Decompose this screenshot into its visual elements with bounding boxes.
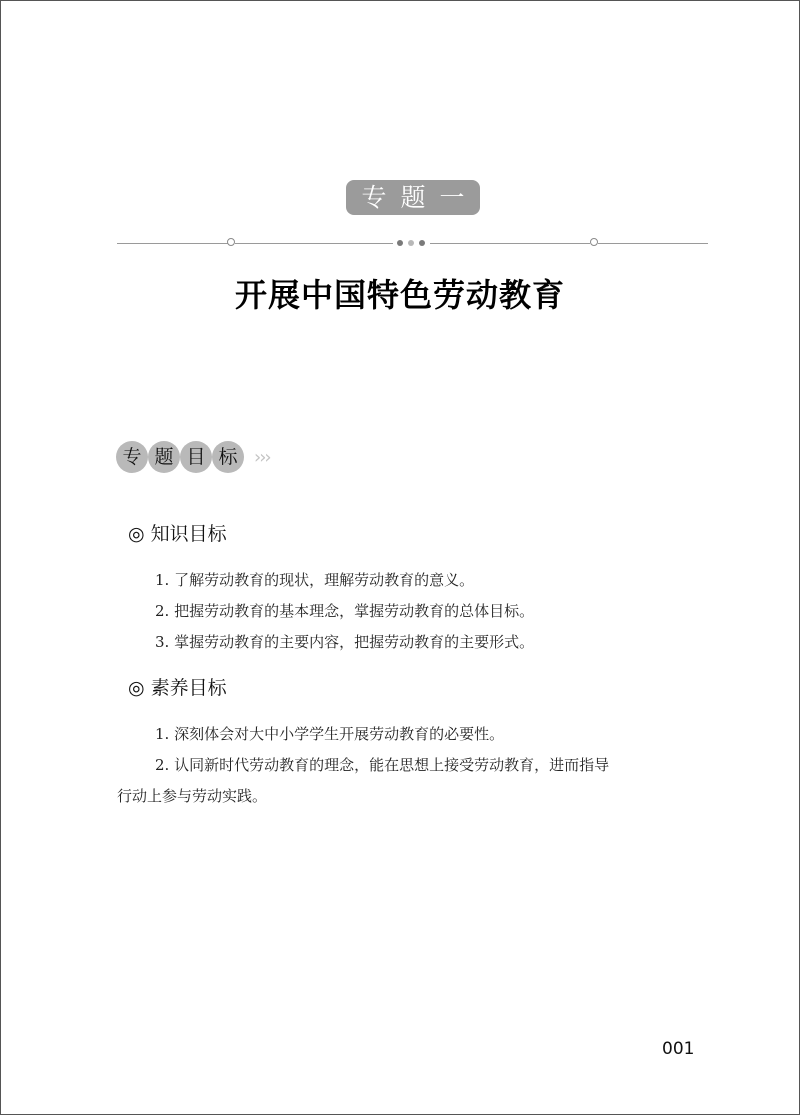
double-circle-icon: ◎: [128, 677, 145, 699]
divider-line-right: [598, 243, 708, 244]
section-heading: [116, 440, 270, 474]
chapter-title: 开展中国特色劳动教育: [234, 276, 565, 314]
list-item: 1. 深刻体会对大中小学学生开展劳动教育的必要性。: [155, 725, 505, 743]
list-item: 2. 把握劳动教育的基本理念，掌握劳动教育的总体目标。: [155, 602, 535, 620]
divider-line-center-left: [235, 243, 393, 244]
divider-dot: [419, 240, 425, 246]
divider-ring-right: [590, 238, 598, 246]
heading-char: 题: [148, 441, 180, 473]
list-item-continuation: 行动上参与劳动实践。: [117, 787, 268, 805]
heading-char: 标: [212, 441, 244, 473]
list-item: 1. 了解劳动教育的现状，理解劳动教育的意义。: [155, 571, 475, 589]
divider-line-left: [117, 243, 228, 244]
divider-dot: [408, 240, 414, 246]
topic-badge: 专题一: [346, 180, 480, 215]
page-number: 001: [662, 1039, 695, 1059]
divider-ring-left: [227, 238, 235, 246]
list-item: 3. 掌握劳动教育的主要内容，把握劳动教育的主要形式。: [155, 633, 535, 651]
double-circle-icon: ◎: [128, 523, 145, 545]
chevrons-right-icon: ›››: [254, 446, 270, 468]
subsection-heading-literacy: [128, 675, 227, 701]
list-item: 2. 认同新时代劳动教育的理念，能在思想上接受劳动教育，进而指导: [155, 756, 610, 774]
divider-dot: [397, 240, 403, 246]
subsection-title: 素养目标: [150, 677, 227, 699]
divider-line-center-right: [430, 243, 590, 244]
heading-char: 专: [116, 441, 148, 473]
heading-char: 目: [180, 441, 212, 473]
subsection-title: 知识目标: [150, 523, 227, 545]
subsection-heading-knowledge: [128, 521, 227, 547]
